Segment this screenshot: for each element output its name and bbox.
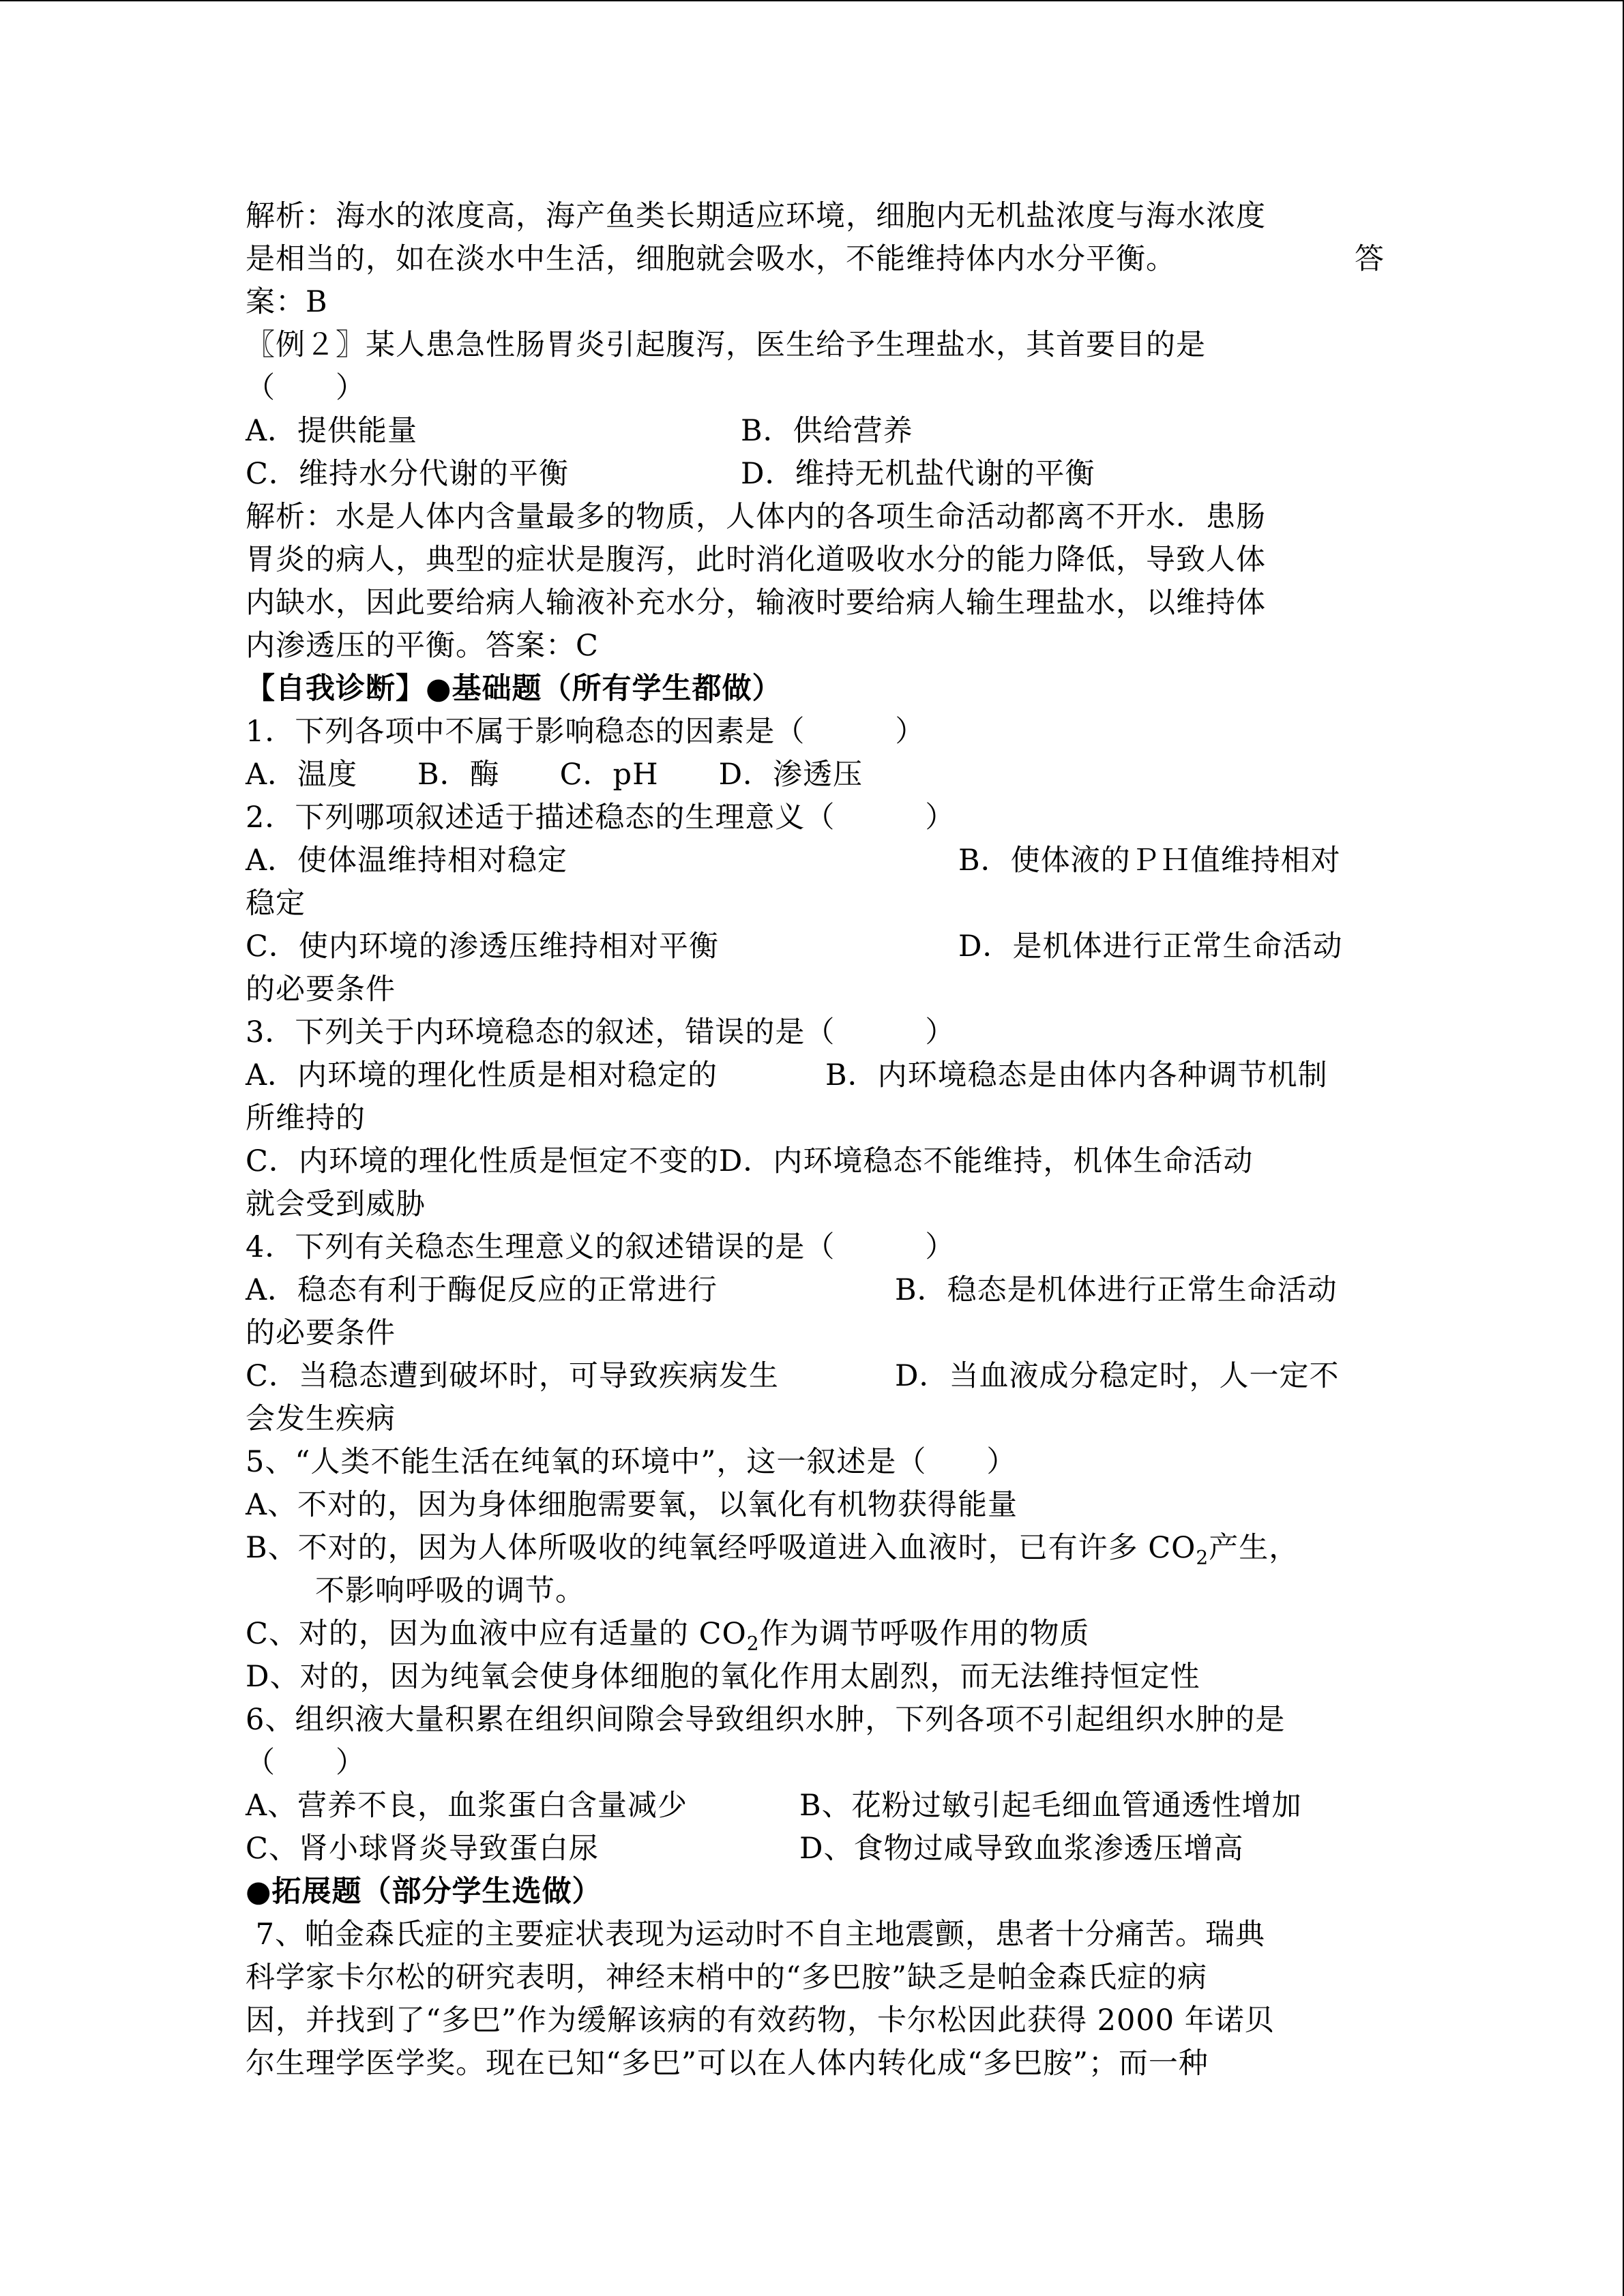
question-7-line: 因，并找到了“多巴”作为缓解该病的有效药物，卡尔松因此获得 2000 年诺贝 [246,2003,1275,2038]
page-border-top [0,0,1624,1]
question-3-options-cd: C．内环境的理化性质是恒定不变的D．内环境稳态不能维持，机体生命活动 [246,1144,1254,1178]
subscript: 2 [1196,1546,1209,1569]
question-3-option-b-cont: 所维持的 [246,1101,366,1135]
question-4-options-cd [246,1355,1385,1398]
option-b: B．使体液的ＰＨ值维持相对 [958,844,1341,878]
option-d: D、食物过咸导致血浆渗透压增高 [799,1832,1244,1866]
example2-options-ab [246,410,1385,453]
question-6-blank: （ ） [246,1746,366,1780]
option-a: A．使体温维持相对稳定 [246,844,568,878]
option-d: D．维持无机盐代谢的平衡 [741,457,1095,491]
option-d: D．是机体进行正常生命活动 [958,929,1343,964]
question-4-option-d-cont: 会发生疾病 [246,1402,396,1436]
question-7-line: 7、帕金森氏症的主要症状表现为运动时不自主地震颤，患者十分痛苦。瑞典 [246,1918,1266,1952]
question-1-options: A．温度 B．酶 C．pH D．渗透压 [246,758,863,792]
example1-analysis-line [246,238,1385,281]
question-2: 2．下列哪项叙述适于描述稳态的生理意义（ ） [246,801,956,835]
section-heading-extension: ●拓展题（部分学生选做） [246,1875,602,1909]
section-heading-self-diagnosis: 【自我诊断】●基础题（所有学生都做） [246,672,782,706]
question-2-option-d-cont: 的必要条件 [246,972,396,1007]
option-b: B、花粉过敏引起毛细血管通透性增加 [799,1789,1302,1823]
question-3-option-d-cont: 就会受到威胁 [246,1187,426,1221]
text-span: 是相当的，如在淡水中生活，细胞就会吸水，不能维持体内水分平衡。 [246,242,1176,276]
question-6-options-cd [246,1828,1385,1870]
question-2-options-cd [246,925,1385,968]
text-span: C、对的，因为血液中应有适量的 CO [246,1617,747,1651]
text-span: 答 [1355,242,1385,276]
question-7-line: 科学家卡尔松的研究表明，神经末梢中的“多巴胺”缺乏是帕金森氏症的病 [246,1960,1207,1995]
question-2-option-b-cont: 稳定 [246,886,306,921]
question-5-option-d: D、对的，因为纯氧会使身体细胞的氧化作用太剧烈，而无法维持恒定性 [246,1660,1200,1694]
option-c: C．当稳态遭到破坏时，可导致疾病发生 [246,1359,779,1393]
question-4-options-ab [246,1269,1385,1312]
question-4: 4．下列有关稳态生理意义的叙述错误的是（ ） [246,1230,956,1264]
document-body [246,195,1385,2085]
question-5-option-b-cont: 不影响呼吸的调节。 [315,1574,585,1608]
option-a: A．提供能量 [246,414,418,448]
question-6-options-ab [246,1785,1385,1828]
example2-blank: （ ） [246,371,366,405]
example1-analysis-line: 解析：海水的浓度高，海产鱼类长期适应环境，细胞内无机盐浓度与海水浓度 [246,199,1266,233]
text-span: B、不对的，因为人体所吸收的纯氧经呼吸道进入血液时，已有许多 CO [246,1531,1196,1565]
question-7-line: 尔生理学医学奖。现在已知“多巴”可以在人体内转化成“多巴胺”；而一种 [246,2046,1209,2081]
option-b: B．稳态是机体进行正常生命活动 [895,1273,1338,1307]
example2-answer: 内渗透压的平衡。答案：C [246,629,599,663]
option-b: B．供给营养 [741,414,913,448]
option-c: C．维持水分代谢的平衡 [246,457,569,491]
option-c: C、肾小球肾炎导致蛋白尿 [246,1832,599,1866]
example2-question: 〖例２〗某人患急性肠胃炎引起腹泻，医生给予生理盐水，其首要目的是 [246,328,1206,362]
example2-analysis-line: 内缺水，因此要给病人输液补充水分，输液时要给病人输生理盐水，以维持体 [246,586,1266,620]
example1-answer: 案：B [246,285,328,319]
question-4-option-b-cont: 的必要条件 [246,1316,396,1350]
option-a: A．稳态有利于酶促反应的正常进行 [246,1273,718,1307]
question-1: 1．下列各项中不属于影响稳态的因素是（ ） [246,715,926,749]
option-d: D．当血液成分稳定时，人一定不 [895,1359,1340,1393]
option-c: C．使内环境的渗透压维持相对平衡 [246,929,719,964]
example2-options-cd [246,453,1385,496]
question-5-option-b [246,1527,1385,1570]
question-5: 5、“人类不能生活在纯氧的环境中”，这一叙述是（ ） [246,1445,1017,1479]
example2-analysis-line: 胃炎的病人，典型的症状是腹泻，此时消化道吸收水分的能力降低，导致人体 [246,543,1266,577]
question-3-options-ab [246,1054,1385,1097]
option-b: B．内环境稳态是由体内各种调节机制 [825,1058,1328,1092]
question-6: 6、组织液大量积累在组织间隙会导致组织水肿，下列各项不引起组织水肿的是 [246,1703,1286,1737]
question-5-option-a: A、不对的，因为身体细胞需要氧，以氧化有机物获得能量 [246,1488,1018,1522]
text-span: 产生， [1209,1531,1299,1565]
example2-analysis-line: 解析：水是人体内含量最多的物质，人体内的各项生命活动都离不开水．患肠 [246,500,1266,534]
subscript: 2 [746,1632,760,1655]
option-a: A、营养不良，血浆蛋白含量减少 [246,1789,688,1823]
question-3: 3．下列关于内环境稳态的叙述，错误的是（ ） [246,1015,956,1049]
question-2-options-ab [246,839,1385,882]
question-5-option-c [246,1613,1385,1656]
text-span: 作为调节呼吸作用的物质 [759,1617,1090,1651]
option-a: A．内环境的理化性质是相对稳定的 [246,1058,718,1092]
